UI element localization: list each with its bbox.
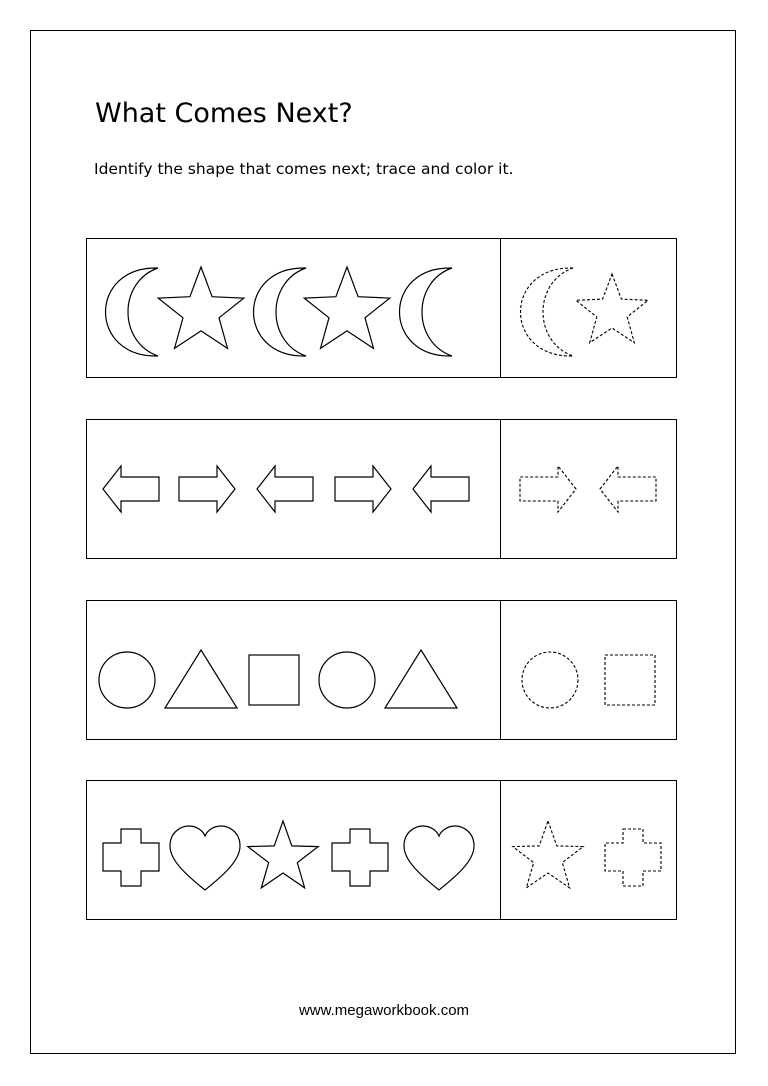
answer-options: [520, 466, 656, 512]
crescent-moon-shape: [400, 268, 453, 356]
star-small-shape: [513, 821, 583, 888]
triangle-shape: [385, 650, 457, 708]
arrow-left-shape: [413, 466, 469, 512]
star-shape: [158, 267, 244, 348]
answer-options: [513, 821, 661, 888]
answer-options: [522, 652, 655, 708]
crescent-moon-shape: [521, 268, 574, 356]
arrow-right-shape: [335, 466, 391, 512]
pattern-row-geometric: [86, 600, 677, 740]
triangle-shape: [165, 650, 237, 708]
circle-shape: [319, 652, 375, 708]
plus-cross-shape: [605, 829, 661, 886]
worksheet-title: What Comes Next?: [95, 98, 353, 129]
pattern-row-cross-heart-star: [86, 780, 677, 920]
star-shape: [304, 267, 390, 348]
circle-shape: [99, 652, 155, 708]
pattern-row-arrows: [86, 419, 677, 559]
plus-cross-shape: [103, 829, 159, 886]
arrow-left-shape: [600, 466, 656, 512]
circle-shape: [522, 652, 578, 708]
footer-url: www.megaworkbook.com: [298, 1002, 470, 1019]
square-shape: [249, 655, 299, 705]
row-shapes: [87, 420, 678, 560]
worksheet-instructions: Identify the shape that comes next; trace and color it.: [94, 160, 514, 178]
pattern-shapes: [103, 821, 474, 890]
star-shape: [576, 274, 648, 343]
pattern-row-moons-stars: [86, 238, 677, 378]
star-small-shape: [248, 821, 318, 888]
heart-shape: [170, 826, 240, 890]
square-shape: [605, 655, 655, 705]
heart-shape: [404, 826, 474, 890]
row-shapes: [87, 601, 678, 741]
crescent-moon-shape: [106, 268, 159, 356]
answer-options: [521, 268, 649, 356]
plus-cross-shape: [332, 829, 388, 886]
pattern-shapes: [99, 650, 457, 708]
crescent-moon-shape: [254, 268, 307, 356]
pattern-shapes: [106, 267, 453, 356]
pattern-shapes: [103, 466, 469, 512]
arrow-left-shape: [103, 466, 159, 512]
row-shapes: [87, 781, 678, 921]
row-shapes: [87, 239, 678, 379]
arrow-right-shape: [520, 466, 576, 512]
arrow-right-shape: [179, 466, 235, 512]
arrow-left-shape: [257, 466, 313, 512]
